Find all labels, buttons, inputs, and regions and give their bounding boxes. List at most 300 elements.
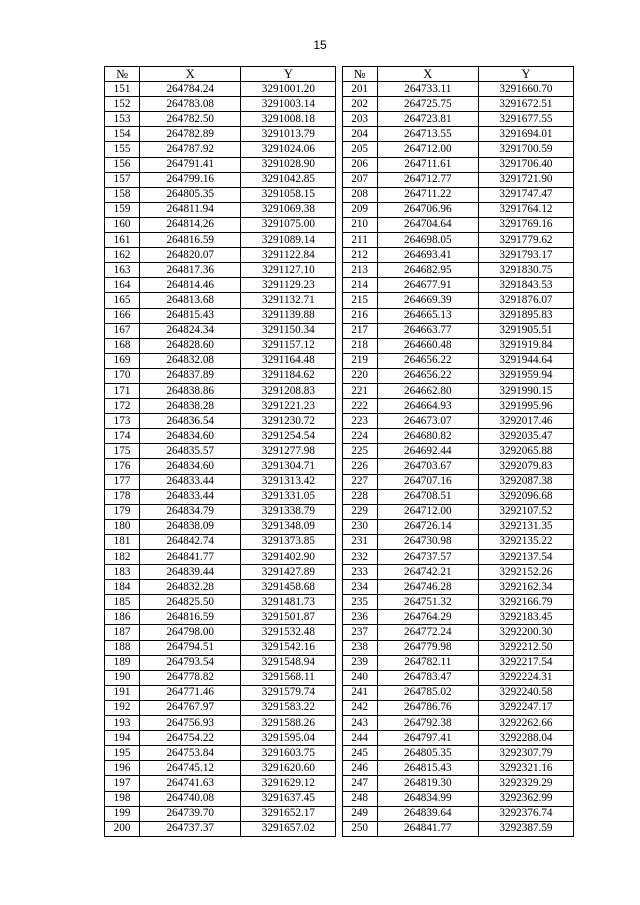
- y-coordinate: 3291184.62: [241, 368, 336, 383]
- x-coordinate: 264656.22: [377, 368, 478, 383]
- x-coordinate: 264832.08: [140, 353, 241, 368]
- y-coordinate: 3291402.90: [241, 550, 336, 565]
- y-coordinate: 3291230.72: [241, 414, 336, 429]
- y-coordinate: 3291876.07: [478, 293, 573, 308]
- point-number: 204: [342, 127, 377, 142]
- y-coordinate: 3291042.85: [241, 172, 336, 187]
- header-x-right: X: [377, 67, 478, 82]
- y-coordinate: 3292166.79: [478, 595, 573, 610]
- y-coordinate: 3292321.16: [478, 761, 573, 776]
- point-number: 195: [105, 746, 140, 761]
- x-coordinate: 264834.99: [377, 791, 478, 806]
- point-number: 248: [342, 791, 377, 806]
- table-row: [105, 670, 574, 685]
- point-number: 227: [342, 474, 377, 489]
- y-coordinate: 3292262.66: [478, 716, 573, 731]
- point-number: 193: [105, 716, 140, 731]
- point-number: 217: [342, 323, 377, 338]
- y-coordinate: 3292087.38: [478, 474, 573, 489]
- point-number: 155: [105, 142, 140, 157]
- point-number: 178: [105, 489, 140, 504]
- y-coordinate: 3291277.98: [241, 444, 336, 459]
- table-row: [105, 595, 574, 610]
- table-row: [105, 791, 574, 806]
- x-coordinate: 264815.43: [140, 308, 241, 323]
- point-number: 219: [342, 353, 377, 368]
- table-header-row: [105, 67, 574, 82]
- y-coordinate: 3292362.99: [478, 791, 573, 806]
- point-number: 181: [105, 534, 140, 549]
- point-number: 246: [342, 761, 377, 776]
- x-coordinate: 264692.44: [377, 444, 478, 459]
- table-row: [105, 172, 574, 187]
- x-coordinate: 264703.67: [377, 459, 478, 474]
- point-number: 157: [105, 172, 140, 187]
- point-number: 166: [105, 308, 140, 323]
- x-coordinate: 264793.54: [140, 655, 241, 670]
- table-row: [105, 97, 574, 112]
- x-coordinate: 264786.76: [377, 700, 478, 715]
- x-coordinate: 264711.61: [377, 157, 478, 172]
- y-coordinate: 3292079.83: [478, 459, 573, 474]
- point-number: 216: [342, 308, 377, 323]
- y-coordinate: 3291700.59: [478, 142, 573, 157]
- x-coordinate: 264725.75: [377, 97, 478, 112]
- x-coordinate: 264834.60: [140, 429, 241, 444]
- y-coordinate: 3291208.83: [241, 383, 336, 398]
- point-number: 245: [342, 746, 377, 761]
- y-coordinate: 3291348.09: [241, 519, 336, 534]
- y-coordinate: 3291672.51: [478, 97, 573, 112]
- x-coordinate: 264799.16: [140, 172, 241, 187]
- x-coordinate: 264742.21: [377, 565, 478, 580]
- table-row: [105, 414, 574, 429]
- x-coordinate: 264673.07: [377, 414, 478, 429]
- x-coordinate: 264745.12: [140, 761, 241, 776]
- table-row: [105, 383, 574, 398]
- y-coordinate: 3291895.83: [478, 308, 573, 323]
- y-coordinate: 3291764.12: [478, 202, 573, 217]
- x-coordinate: 264737.37: [140, 821, 241, 836]
- y-coordinate: 3291427.89: [241, 565, 336, 580]
- y-coordinate: 3291003.14: [241, 97, 336, 112]
- y-coordinate: 3291129.23: [241, 278, 336, 293]
- x-coordinate: 264837.89: [140, 368, 241, 383]
- x-coordinate: 264782.89: [140, 127, 241, 142]
- y-coordinate: 3292131.35: [478, 519, 573, 534]
- x-coordinate: 264739.70: [140, 806, 241, 821]
- y-coordinate: 3292137.54: [478, 550, 573, 565]
- point-number: 206: [342, 157, 377, 172]
- y-coordinate: 3291481.73: [241, 595, 336, 610]
- point-number: 235: [342, 595, 377, 610]
- x-coordinate: 264838.09: [140, 519, 241, 534]
- table-row: [105, 263, 574, 278]
- point-number: 205: [342, 142, 377, 157]
- x-coordinate: 264708.51: [377, 489, 478, 504]
- table-row: [105, 187, 574, 202]
- point-number: 164: [105, 278, 140, 293]
- table-row: [105, 504, 574, 519]
- y-coordinate: 3291150.34: [241, 323, 336, 338]
- y-coordinate: 3292096.68: [478, 489, 573, 504]
- x-coordinate: 264779.98: [377, 640, 478, 655]
- x-coordinate: 264783.47: [377, 670, 478, 685]
- point-number: 250: [342, 821, 377, 836]
- header-x-left: X: [140, 67, 241, 82]
- y-coordinate: 3292247.17: [478, 700, 573, 715]
- point-number: 207: [342, 172, 377, 187]
- page-number: 15: [313, 38, 327, 52]
- y-coordinate: 3292224.31: [478, 670, 573, 685]
- y-coordinate: 3291830.75: [478, 263, 573, 278]
- x-coordinate: 264778.82: [140, 670, 241, 685]
- x-coordinate: 264839.44: [140, 565, 241, 580]
- point-number: 187: [105, 625, 140, 640]
- x-coordinate: 264833.44: [140, 489, 241, 504]
- x-coordinate: 264805.35: [377, 746, 478, 761]
- point-number: 242: [342, 700, 377, 715]
- point-number: 214: [342, 278, 377, 293]
- y-coordinate: 3291075.00: [241, 217, 336, 232]
- point-number: 176: [105, 459, 140, 474]
- x-coordinate: 264682.95: [377, 263, 478, 278]
- y-coordinate: 3291995.96: [478, 399, 573, 414]
- point-number: 203: [342, 112, 377, 127]
- point-number: 225: [342, 444, 377, 459]
- y-coordinate: 3291603.75: [241, 746, 336, 761]
- point-number: 231: [342, 534, 377, 549]
- point-number: 174: [105, 429, 140, 444]
- table-row: [105, 716, 574, 731]
- table-row: [105, 233, 574, 248]
- table-row: [105, 323, 574, 338]
- point-number: 237: [342, 625, 377, 640]
- point-number: 201: [342, 82, 377, 97]
- table-row: [105, 157, 574, 172]
- point-number: 182: [105, 550, 140, 565]
- point-number: 249: [342, 806, 377, 821]
- y-coordinate: 3291542.16: [241, 640, 336, 655]
- point-number: 168: [105, 338, 140, 353]
- y-coordinate: 3291568.11: [241, 670, 336, 685]
- y-coordinate: 3291127.10: [241, 263, 336, 278]
- x-coordinate: 264787.92: [140, 142, 241, 157]
- x-coordinate: 264833.44: [140, 474, 241, 489]
- point-number: 167: [105, 323, 140, 338]
- y-coordinate: 3291944.64: [478, 353, 573, 368]
- point-number: 211: [342, 233, 377, 248]
- y-coordinate: 3291058.15: [241, 187, 336, 202]
- x-coordinate: 264772.24: [377, 625, 478, 640]
- point-number: 208: [342, 187, 377, 202]
- x-coordinate: 264794.51: [140, 640, 241, 655]
- y-coordinate: 3291458.68: [241, 580, 336, 595]
- y-coordinate: 3291843.53: [478, 278, 573, 293]
- y-coordinate: 3292288.04: [478, 731, 573, 746]
- coordinates-table: [104, 66, 574, 837]
- table-row: [105, 534, 574, 549]
- table-row: [105, 399, 574, 414]
- y-coordinate: 3291122.84: [241, 248, 336, 263]
- y-coordinate: 3291331.05: [241, 489, 336, 504]
- x-coordinate: 264791.41: [140, 157, 241, 172]
- point-number: 234: [342, 580, 377, 595]
- point-number: 180: [105, 519, 140, 534]
- point-number: 184: [105, 580, 140, 595]
- x-coordinate: 264817.36: [140, 263, 241, 278]
- x-coordinate: 264832.28: [140, 580, 241, 595]
- point-number: 221: [342, 383, 377, 398]
- y-coordinate: 3291595.04: [241, 731, 336, 746]
- y-coordinate: 3291620.60: [241, 761, 336, 776]
- table-row: [105, 550, 574, 565]
- x-coordinate: 264712.00: [377, 504, 478, 519]
- table-row: [105, 338, 574, 353]
- table-row: [105, 127, 574, 142]
- x-coordinate: 264660.48: [377, 338, 478, 353]
- point-number: 196: [105, 761, 140, 776]
- x-coordinate: 264751.32: [377, 595, 478, 610]
- y-coordinate: 3291008.18: [241, 112, 336, 127]
- point-number: 191: [105, 685, 140, 700]
- x-coordinate: 264783.08: [140, 97, 241, 112]
- point-number: 244: [342, 731, 377, 746]
- y-coordinate: 3292376.74: [478, 806, 573, 821]
- x-coordinate: 264805.35: [140, 187, 241, 202]
- point-number: 215: [342, 293, 377, 308]
- y-coordinate: 3291164.48: [241, 353, 336, 368]
- point-number: 239: [342, 655, 377, 670]
- y-coordinate: 3291028.90: [241, 157, 336, 172]
- y-coordinate: 3292183.45: [478, 610, 573, 625]
- y-coordinate: 3291721.90: [478, 172, 573, 187]
- x-coordinate: 264841.77: [377, 821, 478, 836]
- y-coordinate: 3292065.88: [478, 444, 573, 459]
- y-coordinate: 3291657.02: [241, 821, 336, 836]
- x-coordinate: 264740.08: [140, 791, 241, 806]
- x-coordinate: 264677.91: [377, 278, 478, 293]
- x-coordinate: 264669.39: [377, 293, 478, 308]
- y-coordinate: 3291069.38: [241, 202, 336, 217]
- x-coordinate: 264730.98: [377, 534, 478, 549]
- y-coordinate: 3291254.54: [241, 429, 336, 444]
- y-coordinate: 3291013.79: [241, 127, 336, 142]
- x-coordinate: 264797.41: [377, 731, 478, 746]
- x-coordinate: 264819.30: [377, 776, 478, 791]
- y-coordinate: 3292035.47: [478, 429, 573, 444]
- point-number: 226: [342, 459, 377, 474]
- table-row: [105, 278, 574, 293]
- x-coordinate: 264836.54: [140, 414, 241, 429]
- x-coordinate: 264712.77: [377, 172, 478, 187]
- x-coordinate: 264726.14: [377, 519, 478, 534]
- point-number: 230: [342, 519, 377, 534]
- y-coordinate: 3291313.42: [241, 474, 336, 489]
- point-number: 220: [342, 368, 377, 383]
- point-number: 200: [105, 821, 140, 836]
- x-coordinate: 264706.96: [377, 202, 478, 217]
- header-number-left: №: [105, 67, 140, 82]
- x-coordinate: 264767.97: [140, 700, 241, 715]
- header-number-right: №: [342, 67, 377, 82]
- point-number: 177: [105, 474, 140, 489]
- point-number: 197: [105, 776, 140, 791]
- x-coordinate: 264756.93: [140, 716, 241, 731]
- x-coordinate: 264814.26: [140, 217, 241, 232]
- y-coordinate: 3292200.30: [478, 625, 573, 640]
- y-coordinate: 3291089.14: [241, 233, 336, 248]
- x-coordinate: 264828.60: [140, 338, 241, 353]
- point-number: 169: [105, 353, 140, 368]
- table-row: [105, 293, 574, 308]
- x-coordinate: 264785.02: [377, 685, 478, 700]
- y-coordinate: 3291629.12: [241, 776, 336, 791]
- point-number: 163: [105, 263, 140, 278]
- y-coordinate: 3292017.46: [478, 414, 573, 429]
- table-row: [105, 806, 574, 821]
- table-row: [105, 655, 574, 670]
- x-coordinate: 264711.22: [377, 187, 478, 202]
- table-row: [105, 202, 574, 217]
- y-coordinate: 3291501.87: [241, 610, 336, 625]
- point-number: 241: [342, 685, 377, 700]
- x-coordinate: 264816.59: [140, 233, 241, 248]
- x-coordinate: 264834.60: [140, 459, 241, 474]
- table-row: [105, 610, 574, 625]
- point-number: 171: [105, 383, 140, 398]
- point-number: 247: [342, 776, 377, 791]
- x-coordinate: 264816.59: [140, 610, 241, 625]
- y-coordinate: 3291338.79: [241, 504, 336, 519]
- y-coordinate: 3291304.71: [241, 459, 336, 474]
- y-coordinate: 3292240.58: [478, 685, 573, 700]
- x-coordinate: 264733.11: [377, 82, 478, 97]
- y-coordinate: 3291637.45: [241, 791, 336, 806]
- x-coordinate: 264741.63: [140, 776, 241, 791]
- point-number: 228: [342, 489, 377, 504]
- x-coordinate: 264712.00: [377, 142, 478, 157]
- point-number: 240: [342, 670, 377, 685]
- y-coordinate: 3291747.47: [478, 187, 573, 202]
- x-coordinate: 264835.57: [140, 444, 241, 459]
- point-number: 213: [342, 263, 377, 278]
- y-coordinate: 3291694.01: [478, 127, 573, 142]
- table-row: [105, 429, 574, 444]
- y-coordinate: 3292387.59: [478, 821, 573, 836]
- point-number: 224: [342, 429, 377, 444]
- y-coordinate: 3291990.15: [478, 383, 573, 398]
- point-number: 194: [105, 731, 140, 746]
- point-number: 153: [105, 112, 140, 127]
- table-row: [105, 761, 574, 776]
- x-coordinate: 264753.84: [140, 746, 241, 761]
- x-coordinate: 264814.46: [140, 278, 241, 293]
- x-coordinate: 264842.74: [140, 534, 241, 549]
- table-row: [105, 700, 574, 715]
- y-coordinate: 3291157.12: [241, 338, 336, 353]
- x-coordinate: 264839.64: [377, 806, 478, 821]
- y-coordinate: 3291579.74: [241, 685, 336, 700]
- point-number: 212: [342, 248, 377, 263]
- point-number: 186: [105, 610, 140, 625]
- y-coordinate: 3291139.88: [241, 308, 336, 323]
- y-coordinate: 3291132.71: [241, 293, 336, 308]
- x-coordinate: 264820.07: [140, 248, 241, 263]
- y-coordinate: 3292107.52: [478, 504, 573, 519]
- point-number: 233: [342, 565, 377, 580]
- y-coordinate: 3291959.94: [478, 368, 573, 383]
- table-body: [105, 82, 574, 837]
- point-number: 162: [105, 248, 140, 263]
- point-number: 190: [105, 670, 140, 685]
- y-coordinate: 3291001.20: [241, 82, 336, 97]
- point-number: 165: [105, 293, 140, 308]
- y-coordinate: 3291660.70: [478, 82, 573, 97]
- x-coordinate: 264764.29: [377, 610, 478, 625]
- x-coordinate: 264723.81: [377, 112, 478, 127]
- point-number: 223: [342, 414, 377, 429]
- table-row: [105, 474, 574, 489]
- x-coordinate: 264704.64: [377, 217, 478, 232]
- table-row: [105, 685, 574, 700]
- x-coordinate: 264662.80: [377, 383, 478, 398]
- x-coordinate: 264737.57: [377, 550, 478, 565]
- x-coordinate: 264824.34: [140, 323, 241, 338]
- table-row: [105, 821, 574, 836]
- point-number: 209: [342, 202, 377, 217]
- point-number: 173: [105, 414, 140, 429]
- y-coordinate: 3291221.23: [241, 399, 336, 414]
- point-number: 210: [342, 217, 377, 232]
- table-row: [105, 217, 574, 232]
- header-y-left: Y: [241, 67, 336, 82]
- table-row: [105, 519, 574, 534]
- table-row: [105, 580, 574, 595]
- point-number: 243: [342, 716, 377, 731]
- point-number: 179: [105, 504, 140, 519]
- x-coordinate: 264834.79: [140, 504, 241, 519]
- y-coordinate: 3291588.26: [241, 716, 336, 731]
- x-coordinate: 264841.77: [140, 550, 241, 565]
- x-coordinate: 264811.94: [140, 202, 241, 217]
- x-coordinate: 264792.38: [377, 716, 478, 731]
- x-coordinate: 264815.43: [377, 761, 478, 776]
- point-number: 238: [342, 640, 377, 655]
- table-row: [105, 731, 574, 746]
- x-coordinate: 264680.82: [377, 429, 478, 444]
- point-number: 199: [105, 806, 140, 821]
- point-number: 154: [105, 127, 140, 142]
- point-number: 160: [105, 217, 140, 232]
- y-coordinate: 3291548.94: [241, 655, 336, 670]
- x-coordinate: 264784.24: [140, 82, 241, 97]
- point-number: 161: [105, 233, 140, 248]
- y-coordinate: 3292162.34: [478, 580, 573, 595]
- y-coordinate: 3291532.48: [241, 625, 336, 640]
- x-coordinate: 264664.93: [377, 399, 478, 414]
- x-coordinate: 264771.46: [140, 685, 241, 700]
- y-coordinate: 3291677.55: [478, 112, 573, 127]
- point-number: 218: [342, 338, 377, 353]
- y-coordinate: 3292329.29: [478, 776, 573, 791]
- x-coordinate: 264663.77: [377, 323, 478, 338]
- table-row: [105, 308, 574, 323]
- point-number: 151: [105, 82, 140, 97]
- y-coordinate: 3291793.17: [478, 248, 573, 263]
- point-number: 222: [342, 399, 377, 414]
- table-row: [105, 489, 574, 504]
